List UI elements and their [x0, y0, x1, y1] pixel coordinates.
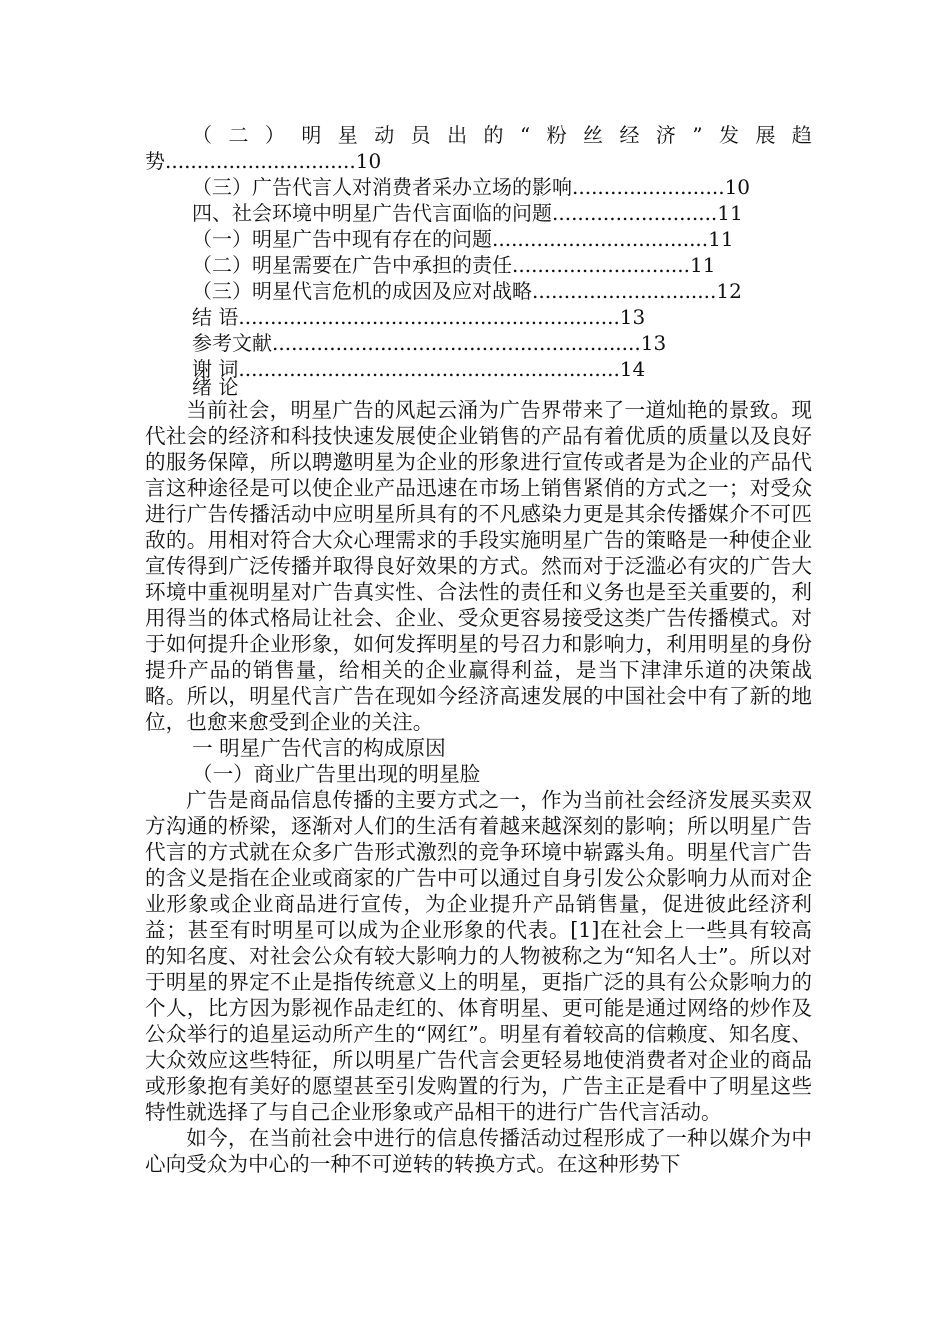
toc-char: 展	[755, 123, 776, 147]
toc-item-references: 参考文献..........................................................13	[192, 331, 667, 355]
toc-item-fan-economy	[192, 122, 812, 148]
subsection-heading: （一）商业广告里出现的明星脸	[192, 762, 481, 786]
toc-char: 经	[619, 123, 640, 147]
toc-char: 丝	[583, 123, 604, 147]
body-text	[145, 397, 812, 1177]
toc-char: 出	[447, 123, 468, 147]
toc-item-consumer-attitude: （三）广告代言人对消费者采办立场的影响........................10	[192, 175, 751, 199]
intro-paragraph: 当前社会，明星广告的风起云涌为广告界带来了一道灿艳的景致。现代社会的经济和科技快速发展使企业销售的产品有着优质的质量以及良好的服务保障，所以聘邀明星为企业的形象进行宣传或者是为企业的产品代言这种途径是可以使企业产品迅速在市场上销售紧俏的方式之一；对受众进行广告传播活动中应明星所具有的不凡感染力更是其余传播媒介不可匹敌的。用相对符合大众心理需求的手段实施明星广告的策略是一种使企业宣传得到广泛传播并取得良好效果的方式。然而对于泛滥必有灾的广告大环境中重视明星对广告真实性、合法性的责任和义务也是至关重要的，利用得当的体式格局让社会、企业、受众更容易接受这类广告传播模式。对于如何提升企业形象，如何发挥明星的号召力和影响力，利用明星的身份提升产品的销售量，给相关的企业赢得利益，是当下津津乐道的决策战略。所以，明星代言广告在现如今经济高速发展的中国社会中有了新的地位，也愈来愈受到企业的关注。	[145, 398, 812, 734]
body-paragraph: 广告是商品信息传播的主要方式之一，作为当前社会经济发展买卖双方沟通的桥梁，逐渐对人们的生活有着越来越深刻的影响；所以明星广告代言的方式就在众多广告形式激烈的竞争环境中崭露头角。明星代言广告的含义是指在企业或商家的广告中可以通过自身引发公众影响力从而对企业形象或企业商品进行宣传，为企业提升产品销售量，促进彼此经济利益；甚至有时明星可以成为企业形象的代表。[1]在社会上一些具有较高的知名度、对社会公众有较大影响力的人物被称之为“知名人士”。所以对于明星的界定不止是指传统意义上的明星，更指广泛的具有公众影响力的个人，比方因为影视作品走红的、体育明星、更可能是通过网络的炒作及公众举行的追星运动所产生的“网红”。明星有着较高的信赖度、知名度、大众效应这些特征，所以明星广告代言会更轻易地使消费者对企业的商品或形象抱有美好的愿望甚至引发购置的行为，广告主正是看中了明星这些特性就选择了与自己企业形象或产品相干的进行广告代言活动。	[145, 788, 812, 1124]
toc-char: 明	[301, 123, 322, 147]
toc-item-responsibility: （二）明星需要在广告中承担的责任............................11	[192, 253, 716, 277]
toc-char: ”	[692, 123, 703, 147]
toc-char: “	[519, 123, 531, 147]
section-heading: 一 明星广告代言的构成原因	[192, 736, 446, 760]
toc-char: 动	[374, 123, 395, 147]
toc-char: 趋	[791, 123, 812, 147]
toc-char: 员	[410, 123, 431, 147]
toc-char: 的	[483, 123, 504, 147]
toc-char: 星	[337, 123, 358, 147]
toc-char: 粉	[546, 123, 567, 147]
toc-item-crisis-strategy: （三）明星代言危机的成因及应对战略.............................12	[192, 279, 742, 303]
toc-char: 二	[228, 123, 249, 147]
toc-char: 济	[655, 123, 676, 147]
intro-heading: 绪 论	[192, 375, 239, 399]
toc-item-acknowledgements: 谢 词............................................................14	[192, 357, 646, 381]
toc-char: （	[192, 123, 212, 147]
body-paragraph: 如今，在当前社会中进行的信息传播活动过程形成了一种以媒介为中心向受众为中心的一种不可逆转的转换方式。在这种形势下	[145, 1126, 812, 1176]
toc-item-fan-economy-page: 势..............................10	[145, 149, 382, 173]
toc-item-existing-problems: （一）明星广告中现有存在的问题..................................11	[192, 227, 734, 251]
toc-char: 发	[719, 123, 740, 147]
toc-char: ）	[264, 123, 285, 147]
toc-item-conclusion: 结 语............................................................13	[192, 305, 646, 329]
toc-item-section4: 四、社会环境中明星广告代言面临的问题..........................11	[192, 201, 743, 225]
